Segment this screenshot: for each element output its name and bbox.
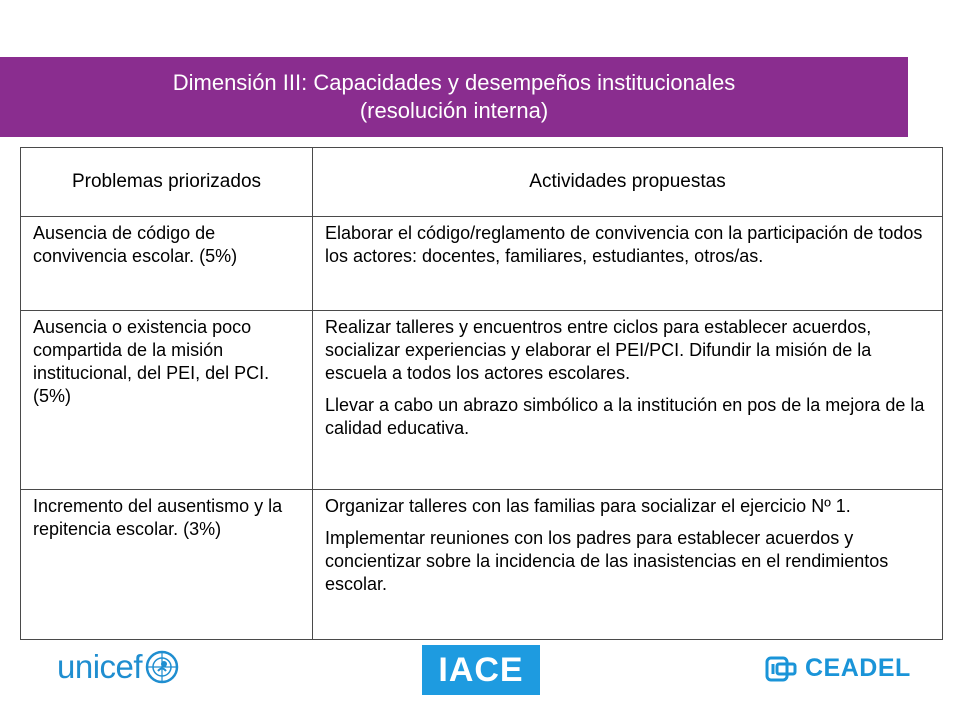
ceadel-logo <box>765 654 911 683</box>
header-activities: Actividades propuestas <box>313 148 943 217</box>
iace-logo: IACE <box>422 645 540 695</box>
table-header-row <box>21 148 943 217</box>
problems-activities-table <box>20 147 943 640</box>
activities-cell <box>313 217 943 311</box>
table-row <box>21 490 943 640</box>
ceadel-wordmark: CEADEL <box>805 654 911 682</box>
ceadel-emblem-icon <box>765 655 799 683</box>
slide-title-banner <box>0 57 908 137</box>
problem-cell: Ausencia de código de convivencia escolar. (5%) <box>21 217 313 311</box>
table-row <box>21 217 943 311</box>
activity-text: Implementar reuniones con los padres para establecer acuerdos y concientizar sobre la incidencia de las inasistencias en el rendimientos escolar. <box>325 528 889 594</box>
unicef-wordmark: unicef <box>57 648 143 685</box>
table-row <box>21 311 943 490</box>
activity-text: Elaborar el código/reglamento de convivencia con la participación de todos los actores: docentes, familiares, estudiantes, otros/as. <box>325 223 923 266</box>
activity-text: Realizar talleres y encuentros entre ciclos para establecer acuerdos, socializar experiencias y elaborar el PEI/PCI. Difundir la misión de la escuela a todos los actores escolares. <box>325 317 872 383</box>
unicef-emblem-icon <box>144 649 180 685</box>
activities-cell <box>313 490 943 640</box>
problem-cell: Incremento del ausentismo y la repitencia escolar. (3%) <box>21 490 313 640</box>
activities-cell <box>313 311 943 490</box>
header-problems: Problemas priorizados <box>21 148 313 217</box>
activity-text: Organizar talleres con las familias para socializar el ejercicio Nº 1. <box>325 496 851 516</box>
slide-title-line1: Dimensión III: Capacidades y desempeños institucionales <box>172 70 736 95</box>
slide-title-line2: (resolución interna) <box>359 98 549 123</box>
unicef-logo <box>57 648 180 686</box>
activity-text: Llevar a cabo un abrazo simbólico a la institución en pos de la mejora de la calidad educativa. <box>325 395 925 438</box>
problem-cell: Ausencia o existencia poco compartida de la misión institucional, del PEI, del PCI. (5%) <box>21 311 313 490</box>
